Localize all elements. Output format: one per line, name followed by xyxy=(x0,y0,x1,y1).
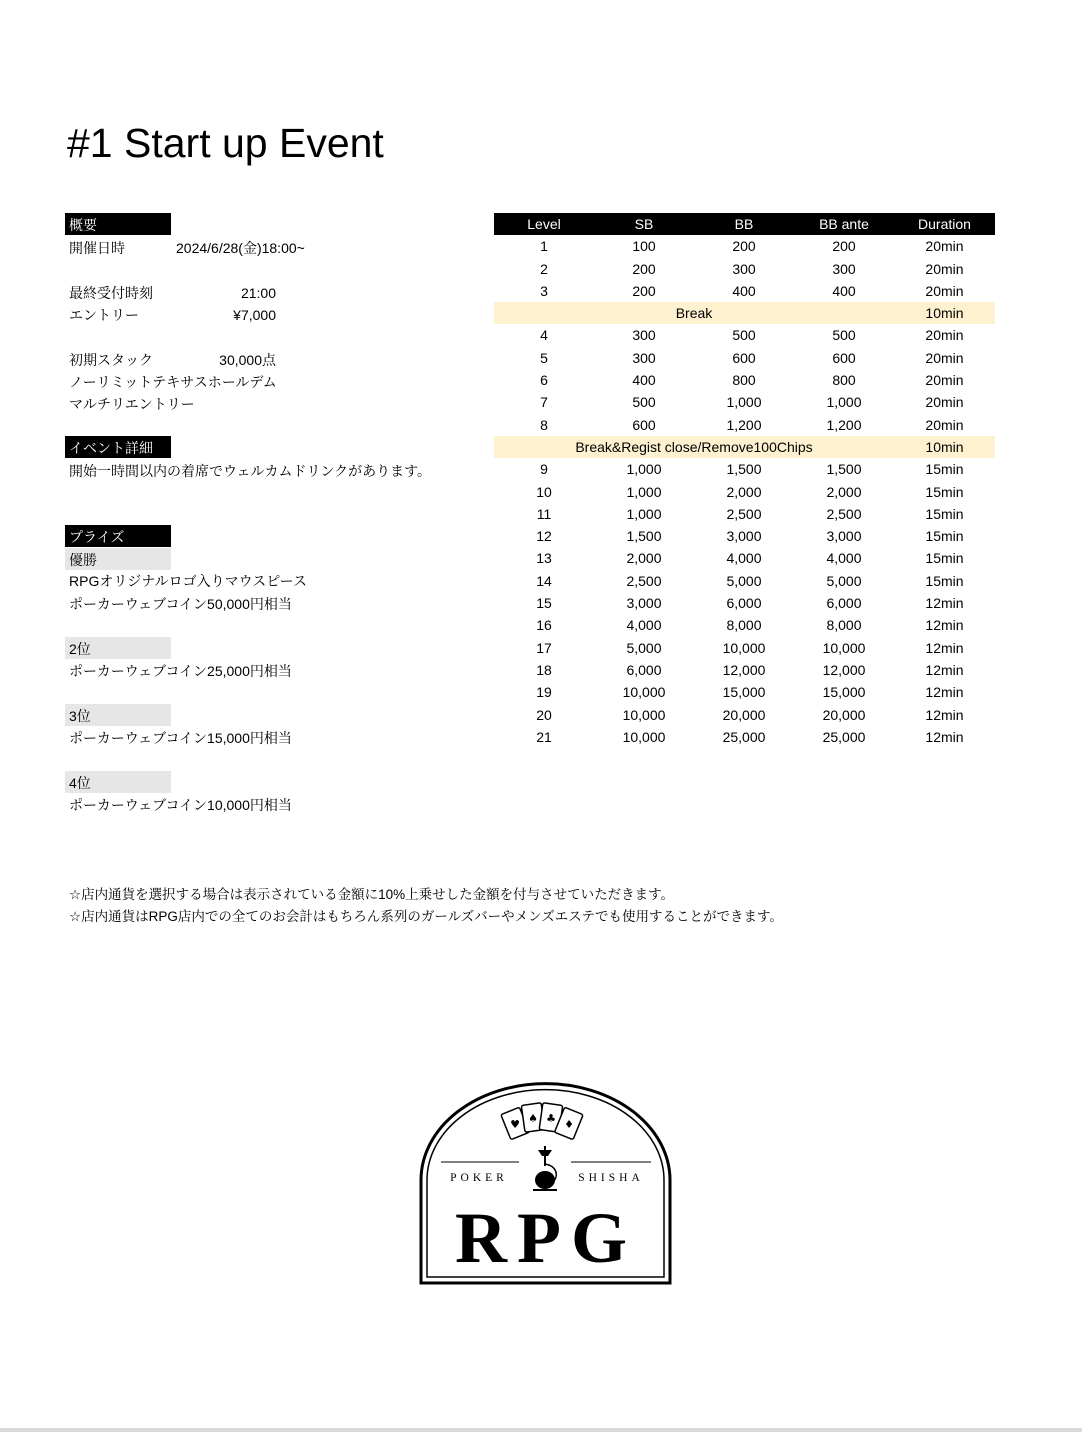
blind-level-row xyxy=(494,704,995,726)
cell-bb: 3,000 xyxy=(726,528,762,545)
blind-table-header xyxy=(494,213,995,235)
shisha-icon xyxy=(533,1146,557,1190)
cell-bb: 4,000 xyxy=(726,550,762,567)
cell-bb-ante: 6,000 xyxy=(826,595,862,612)
entry-label: エントリー xyxy=(69,307,139,323)
details-text: 開始一時間以内の着席でウェルカムドリンクがあります。 xyxy=(69,463,432,479)
cell-level: 8 xyxy=(540,416,548,433)
cell-sb: 3,000 xyxy=(626,595,662,612)
cell-level: 5 xyxy=(540,349,548,366)
cell-duration: 12min xyxy=(925,639,964,656)
blind-level-row xyxy=(494,637,995,659)
cell-duration: 15min xyxy=(925,483,964,500)
page-bottom-edge xyxy=(0,1428,1082,1432)
blind-structure-table xyxy=(494,213,995,748)
cell-sb: 10,000 xyxy=(622,706,666,723)
cell-sb: 10,000 xyxy=(622,728,666,745)
cell-bb-ante: 500 xyxy=(832,327,856,344)
cell-bb: 400 xyxy=(732,282,756,299)
header-duration: Duration xyxy=(918,216,971,232)
cell-duration: 20min xyxy=(925,416,964,433)
page-title: #1 Start up Event xyxy=(67,120,384,166)
logo-shisha-text: SHISHA xyxy=(578,1172,644,1184)
cell-duration: 20min xyxy=(925,394,964,411)
cell-level: 6 xyxy=(540,372,548,389)
cell-sb: 5,000 xyxy=(626,639,662,656)
cell-sb: 300 xyxy=(632,349,656,366)
cell-bb: 200 xyxy=(732,238,756,255)
cell-level: 19 xyxy=(536,684,552,701)
cell-bb-ante: 1,500 xyxy=(826,461,862,478)
cell-sb: 2,500 xyxy=(626,572,662,589)
cell-bb: 15,000 xyxy=(722,684,766,701)
cell-bb-ante: 1,200 xyxy=(826,416,862,433)
cell-duration: 12min xyxy=(925,728,964,745)
break-row xyxy=(494,302,995,324)
blind-level-row xyxy=(494,547,995,569)
cell-bb-ante: 2,500 xyxy=(826,505,862,522)
blind-level-row xyxy=(494,503,995,525)
cell-bb: 800 xyxy=(732,372,756,389)
header-level: Level xyxy=(527,216,561,232)
blind-level-row xyxy=(494,592,995,614)
third-prize-line: ポーカーウェブコイン15,000円相当 xyxy=(69,730,292,746)
cell-bb: 2,000 xyxy=(726,483,762,500)
deadline-label: 最終受付時刻 xyxy=(69,285,153,301)
cell-bb: 600 xyxy=(732,349,756,366)
entry-value: ¥7,000 xyxy=(233,307,276,323)
logo-rpg-text: RPG xyxy=(455,1198,637,1278)
cell-bb-ante: 2,000 xyxy=(826,483,862,500)
cell-duration: 15min xyxy=(925,461,964,478)
details-header: イベント詳細 xyxy=(65,436,171,458)
entry-format: マルチリエントリー xyxy=(69,396,195,412)
cell-duration: 20min xyxy=(925,282,964,299)
cell-sb: 10,000 xyxy=(622,684,666,701)
cell-sb: 200 xyxy=(632,260,656,277)
cell-bb-ante: 12,000 xyxy=(822,661,866,678)
blind-level-row xyxy=(494,614,995,636)
cell-level: 18 xyxy=(536,661,552,678)
cell-bb-ante: 400 xyxy=(832,282,856,299)
note-1: ☆店内通貨を選択する場合は表示されている金額に10%上乗せした金額を付与させていただきます。 xyxy=(69,887,675,902)
fourth-prize-line: ポーカーウェブコイン10,000円相当 xyxy=(69,797,292,813)
break-duration: 10min xyxy=(925,438,964,455)
cell-bb: 25,000 xyxy=(722,728,766,745)
blind-level-row xyxy=(494,347,995,369)
cell-sb: 1,500 xyxy=(626,528,662,545)
cell-bb-ante: 8,000 xyxy=(826,617,862,634)
svg-text:♦: ♦ xyxy=(564,1118,574,1131)
stack-value: 30,000点 xyxy=(219,352,276,368)
cell-bb-ante: 4,000 xyxy=(826,550,862,567)
cell-duration: 20min xyxy=(925,327,964,344)
blind-level-row xyxy=(494,659,995,681)
cell-sb: 2,000 xyxy=(626,550,662,567)
first-prize-line2: ポーカーウェブコイン50,000円相当 xyxy=(69,596,292,612)
cell-sb: 1,000 xyxy=(626,505,662,522)
cell-level: 9 xyxy=(540,461,548,478)
cell-bb: 1,500 xyxy=(726,461,762,478)
blind-level-row xyxy=(494,235,995,257)
deadline-value: 21:00 xyxy=(240,285,276,301)
cell-duration: 12min xyxy=(925,661,964,678)
playing-cards-icon xyxy=(501,1103,583,1140)
cell-bb: 5,000 xyxy=(726,572,762,589)
blind-level-row xyxy=(494,481,995,503)
cell-bb: 10,000 xyxy=(722,639,766,656)
break-row xyxy=(494,436,995,458)
fourth-place-label: 4位 xyxy=(65,771,171,793)
blind-level-row xyxy=(494,280,995,302)
cell-bb: 300 xyxy=(732,260,756,277)
cell-level: 16 xyxy=(536,617,552,634)
cell-bb: 2,500 xyxy=(726,505,762,522)
cell-level: 17 xyxy=(536,639,552,656)
cell-bb-ante: 1,000 xyxy=(826,394,862,411)
cell-sb: 200 xyxy=(632,282,656,299)
cell-bb: 8,000 xyxy=(726,617,762,634)
cell-bb-ante: 600 xyxy=(832,349,856,366)
header-bb: BB xyxy=(734,216,754,232)
blind-level-row xyxy=(494,458,995,480)
cell-sb: 100 xyxy=(632,238,656,255)
cell-bb: 20,000 xyxy=(722,706,766,723)
overview-header: 概要 xyxy=(65,213,171,235)
cell-duration: 15min xyxy=(925,572,964,589)
cell-bb-ante: 200 xyxy=(832,238,856,255)
break-label: Break&Regist close/Remove100Chips xyxy=(575,438,813,455)
prizes-header: プライズ xyxy=(65,525,171,547)
cell-bb: 1,000 xyxy=(726,394,762,411)
blind-level-row xyxy=(494,369,995,391)
cell-duration: 12min xyxy=(925,684,964,701)
note-2: ☆店内通貨はRPG店内での全てのお会計はもちろん系列のガールズバーやメンズエステでも使用することができます。 xyxy=(69,909,783,924)
cell-level: 12 xyxy=(536,528,552,545)
cell-bb-ante: 25,000 xyxy=(822,728,866,745)
cell-bb-ante: 5,000 xyxy=(826,572,862,589)
blind-level-row xyxy=(494,726,995,748)
cell-bb: 500 xyxy=(732,327,756,344)
cell-level: 1 xyxy=(540,238,548,255)
svg-text:♥: ♥ xyxy=(510,1118,520,1131)
cell-level: 4 xyxy=(540,327,548,344)
cell-duration: 15min xyxy=(925,505,964,522)
cell-duration: 20min xyxy=(925,349,964,366)
cell-sb: 1,000 xyxy=(626,483,662,500)
cell-sb: 300 xyxy=(632,327,656,344)
cell-level: 2 xyxy=(540,260,548,277)
first-place-label: 優勝 xyxy=(65,548,171,570)
cell-bb-ante: 300 xyxy=(832,260,856,277)
second-prize-line: ポーカーウェブコイン25,000円相当 xyxy=(69,663,292,679)
cell-bb-ante: 10,000 xyxy=(822,639,866,656)
svg-text:♣: ♣ xyxy=(546,1112,556,1125)
blind-level-row xyxy=(494,570,995,592)
logo-poker-text: POKER xyxy=(450,1172,508,1184)
cell-bb: 12,000 xyxy=(722,661,766,678)
third-place-label: 3位 xyxy=(65,704,171,726)
cell-level: 13 xyxy=(536,550,552,567)
cell-level: 14 xyxy=(536,572,552,589)
date-label: 開催日時 xyxy=(69,240,125,256)
break-label: Break xyxy=(675,305,713,322)
cell-bb-ante: 3,000 xyxy=(826,528,862,545)
cell-level: 15 xyxy=(536,595,552,612)
cell-bb: 1,200 xyxy=(726,416,762,433)
stack-label: 初期スタック xyxy=(69,352,153,368)
cell-level: 21 xyxy=(536,728,552,745)
cell-duration: 12min xyxy=(925,595,964,612)
cell-duration: 12min xyxy=(925,617,964,634)
cell-duration: 20min xyxy=(925,238,964,255)
blind-level-row xyxy=(494,414,995,436)
date-value: 2024/6/28(金)18:00~ xyxy=(176,240,305,256)
first-prize-line1: RPGオリジナルロゴ入りマウスピース xyxy=(69,573,307,589)
cell-duration: 12min xyxy=(925,706,964,723)
blind-level-row xyxy=(494,681,995,703)
cell-sb: 500 xyxy=(632,394,656,411)
cell-bb-ante: 15,000 xyxy=(822,684,866,701)
cell-duration: 15min xyxy=(925,528,964,545)
blind-level-row xyxy=(494,391,995,413)
cell-duration: 20min xyxy=(925,260,964,277)
cell-bb: 6,000 xyxy=(726,595,762,612)
cell-bb-ante: 20,000 xyxy=(822,706,866,723)
cell-sb: 1,000 xyxy=(626,461,662,478)
blind-level-row xyxy=(494,525,995,547)
header-bb-ante: BB ante xyxy=(819,216,869,232)
blind-level-row xyxy=(494,258,995,280)
cell-sb: 600 xyxy=(632,416,656,433)
cell-bb-ante: 800 xyxy=(832,372,856,389)
blind-level-row xyxy=(494,324,995,346)
game-type: ノーリミットテキサスホールデム xyxy=(69,374,277,390)
break-duration: 10min xyxy=(925,305,964,322)
cell-level: 20 xyxy=(536,706,552,723)
cell-duration: 20min xyxy=(925,372,964,389)
cell-sb: 4,000 xyxy=(626,617,662,634)
svg-text:♠: ♠ xyxy=(528,1112,538,1125)
second-place-label: 2位 xyxy=(65,637,171,659)
rpg-logo xyxy=(419,1080,672,1285)
cell-duration: 15min xyxy=(925,550,964,567)
cell-level: 10 xyxy=(536,483,552,500)
cell-level: 3 xyxy=(540,282,548,299)
cell-level: 11 xyxy=(536,505,552,522)
cell-sb: 6,000 xyxy=(626,661,662,678)
header-sb: SB xyxy=(634,216,654,232)
cell-sb: 400 xyxy=(632,372,656,389)
cell-level: 7 xyxy=(540,394,548,411)
